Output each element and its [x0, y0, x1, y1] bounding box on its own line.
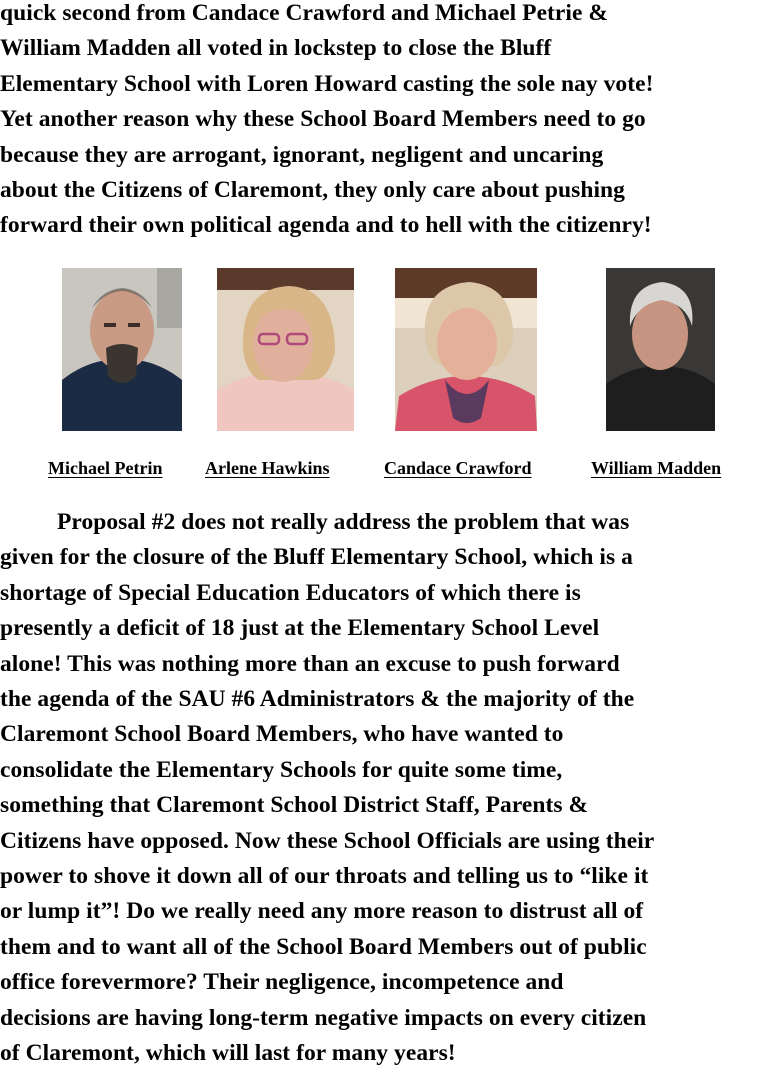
photo-william-madden — [606, 268, 715, 431]
caption-michael-petrin: Michael Petrin — [48, 458, 163, 478]
text-line: power to shove it down all of our throats and telling us to “like it — [0, 863, 649, 890]
text-line: them and to want all of the School Board Members out of public — [0, 933, 647, 960]
text-line: decisions are having long-term negative impacts on every citizen — [0, 1004, 647, 1031]
text-line: alone! This was nothing more than an excuse to push forward — [0, 650, 620, 677]
text-line: Citizens have opposed. Now these School Officials are using their — [0, 827, 655, 854]
text-line: William Madden all voted in lockstep to close the Bluff — [0, 35, 552, 62]
photo-candace-crawford — [395, 268, 537, 431]
text-line: Elementary School with Loren Howard casting the sole nay vote! — [0, 70, 654, 97]
text-line: or lump it”! Do we really need any more reason to distrust all of — [0, 898, 644, 925]
text-line: forward their own political agenda and to hell with the citizenry! — [0, 212, 652, 239]
text-line: of Claremont, which will last for many years! — [0, 1040, 456, 1067]
text-line: quick second from Candace Crawford and Michael Petrie & — [0, 0, 609, 26]
text-line: presently a deficit of 18 just at the Elementary School Level — [0, 615, 600, 642]
text-line: about the Citizens of Claremont, they only care about pushing — [0, 177, 625, 204]
photo-michael-petrin — [62, 268, 182, 431]
caption-william-madden: William Madden — [591, 458, 722, 478]
text-line: office forevermore? Their negligence, incompetence and — [0, 969, 564, 996]
text-line: the agenda of the SAU #6 Administrators & the majority of the — [0, 686, 635, 713]
text-line: because they are arrogant, ignorant, negligent and uncaring — [0, 141, 604, 168]
text-line: Claremont School Board Members, who have wanted to — [0, 721, 564, 748]
text-line: something that Claremont School District Staff, Parents & — [0, 792, 589, 819]
caption-arlene-hawkins: Arlene Hawkins — [205, 458, 330, 478]
text-line: shortage of Special Education Educators of which there is — [0, 579, 581, 606]
text-line: given for the closure of the Bluff Elementary School, which is a — [0, 544, 633, 571]
photo-arlene-hawkins — [217, 268, 354, 431]
top-paragraph — [0, 0, 765, 244]
text-line: Yet another reason why these School Board Members need to go — [0, 106, 646, 133]
bottom-paragraph — [0, 505, 765, 1072]
caption-candace-crawford: Candace Crawford — [384, 458, 532, 478]
text-line: Proposal #2 does not really address the problem that was — [57, 509, 630, 535]
text-line: consolidate the Elementary Schools for quite some time, — [0, 756, 563, 783]
